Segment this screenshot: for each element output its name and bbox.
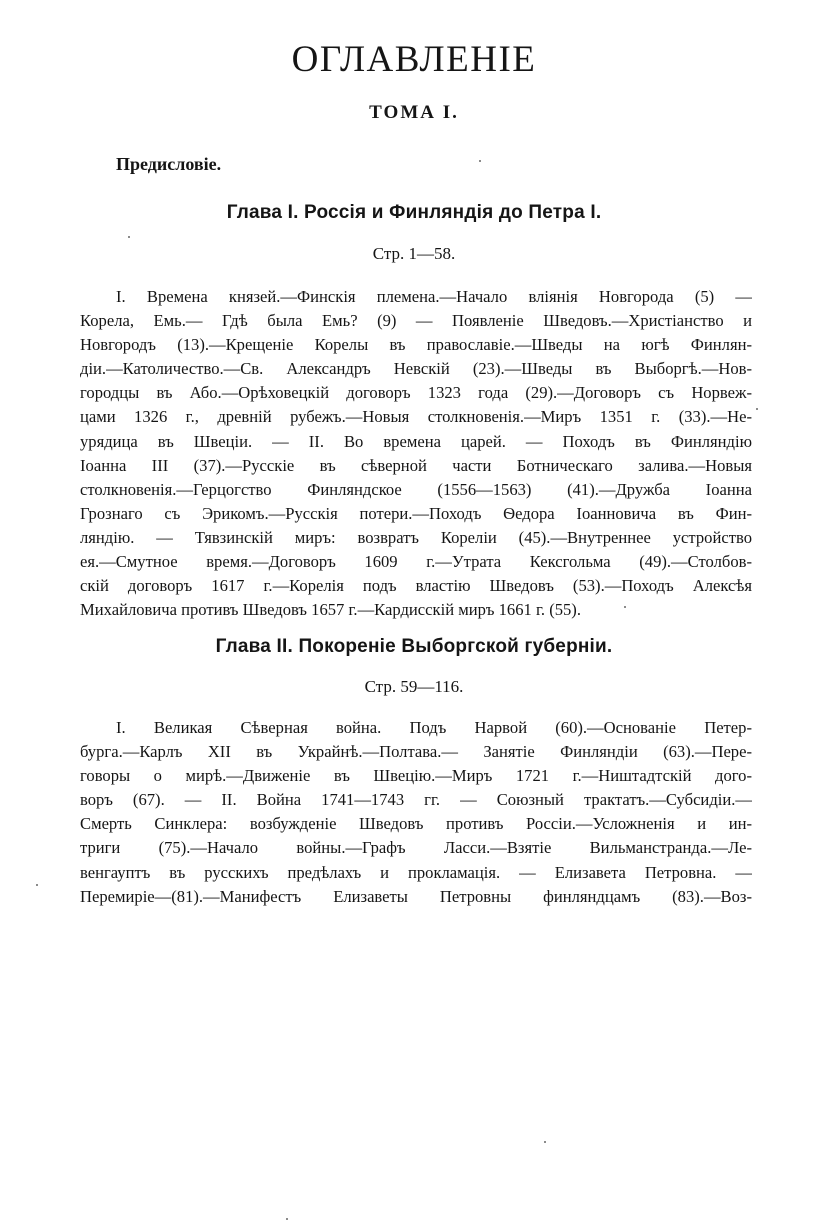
text-line: урядица въ Швеціи. — II. Во времена царей. — Походъ въ Финляндію (80, 431, 752, 451)
text-line: триги (75).—Начало войны.—Графъ Ласси.—Взятіе Вильманстранда.—Ле- (80, 838, 752, 858)
scan-speck (36, 884, 38, 886)
text-line: Іоанна III (37).—Русскіе въ сѣверной части Ботническаго залива.—Новыя (80, 455, 752, 475)
text-line: Перемиріе—(81).—Манифестъ Елизаветы Петровны финляндцамъ (83).—Воз- (80, 886, 752, 906)
volume-heading: ТОМА I. (369, 102, 459, 123)
text-line: городцы въ Або.—Орѣховецкій договоръ 1323 года (29).—Договоръ съ Норвеж- (80, 383, 752, 403)
preface-entry: Предисловіе. (116, 154, 222, 174)
text-line: воръ (67). — II. Война 1741—1743 гг. — Союзный трактатъ.—Субсидіи.— (80, 790, 752, 810)
text-line: бурга.—Карлъ XII въ Украйнѣ.—Полтава.— Занятіе Финляндіи (63).—Пере- (80, 742, 752, 762)
chapter-1-pages: Стр. 1—58. (372, 244, 456, 263)
text-line: Корела, Емь.— Гдѣ была Емь? (9) — Появленіе Шведовъ.—Христіанство и (80, 311, 752, 331)
text-line: цами 1326 г., древній рубежъ.—Новыя столкновенія.—Миръ 1351 г. (33).—Не- (80, 407, 752, 427)
text-line: I. Времена князей.—Финскія племена.—Начало вліянія Новгорода (5) — (116, 287, 752, 306)
chapter-2-title: Глава II. Покореніе Выборгской губерніи. (215, 636, 613, 657)
scan-speck (624, 606, 626, 608)
text-line: ляндію. — Тявзинскій миръ: возвратъ Кореліи (45).—Внутреннее устройство (80, 527, 752, 547)
text-line: Смерть Синклера: возбужденіе Шведовъ противъ Россіи.—Усложненія и ин- (80, 814, 752, 834)
chapter-1-contents (80, 285, 752, 622)
text-line: діи.—Католичество.—Св. Александръ Невскій (23).—Шведы въ Выборгѣ.—Нов- (80, 359, 752, 379)
text-line: ея.—Смутное время.—Договоръ 1609 г.—Утрата Кексгольма (49).—Столбов- (80, 552, 752, 572)
text-line: говоры о мирѣ.—Движеніе въ Швецію.—Миръ 1721 г.—Ништадтскій дого- (80, 766, 752, 786)
chapter-2-contents (80, 716, 752, 909)
text-line: столкновенія.—Герцогство Финляндское (1556—1563) (41).—Дружба Іоанна (80, 479, 752, 499)
page-title: ОГЛАВЛЕНІЕ (291, 39, 537, 80)
text-line: Михайловича противъ Шведовъ 1657 г.—Кардисскій миръ 1661 г. (55). (80, 600, 581, 620)
scan-speck (756, 408, 758, 410)
chapter-1-title: Глава I. Россія и Финляндія до Петра I. (226, 202, 602, 223)
scan-speck (286, 1218, 288, 1220)
scan-speck (479, 160, 481, 162)
text-line: скій договоръ 1617 г.—Корелія подъ властію Шведовъ (53).—Походъ Алексѣя (80, 576, 752, 596)
text-line: Грознаго съ Эрикомъ.—Русскія потери.—Походъ Ѳедора Іоанновича въ Фин- (80, 503, 752, 523)
scan-speck (544, 1141, 546, 1143)
text-line: венгауптъ въ русскихъ предѣлахъ и прокламація. — Елизавета Петровна. — (80, 862, 752, 882)
text-line: I. Великая Сѣверная война. Подъ Нарвой (60).—Основаніе Петер- (116, 718, 752, 737)
chapter-2-pages: Стр. 59—116. (364, 677, 464, 696)
text-line: Новгородъ (13).—Крещеніе Корелы въ православіе.—Шведы на югѣ Финлян- (80, 335, 752, 355)
scan-speck (128, 236, 130, 238)
